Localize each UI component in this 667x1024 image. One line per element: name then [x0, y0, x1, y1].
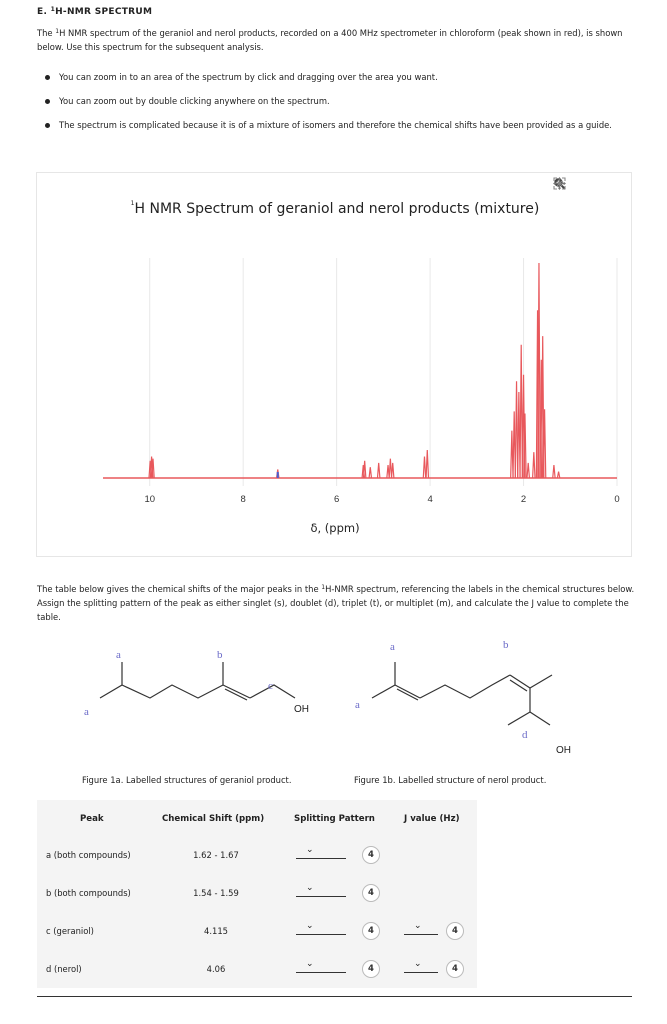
nmr-spectrum-plot[interactable] [36, 172, 632, 557]
hydroxyl-label: OH [294, 704, 309, 715]
j-value-dropdown[interactable] [404, 959, 438, 973]
table-row-shift: 4.115 [204, 926, 228, 936]
spectrum-peak [553, 465, 555, 478]
spectrum-peak [527, 463, 529, 478]
chevron-down-icon: ⌄ [306, 921, 314, 931]
table-instructions: The table below gives the chemical shifts of the major peaks in the $^1$H-NMR spectrum, referencing the labels in the chemical structures below. Assign the splitting pattern of the peak as either singlet (s), doublet (d), triplet (t), or multiplet (m), and calculate the J value to complete the table. [37, 584, 635, 622]
geraniol-structure [100, 662, 295, 700]
table-row-peak: b (both compounds) [46, 888, 131, 898]
attempts-badge: 4 [362, 922, 380, 940]
label-a: a [390, 641, 395, 653]
spectrum-peak [392, 463, 394, 478]
attempts-badge: 4 [446, 922, 464, 940]
label-b: b [503, 640, 509, 651]
chevron-down-icon: ⌄ [414, 921, 422, 931]
instruction-item: The spectrum is complicated because it is of a mixture of isomers and therefore the chemical shifts have been provided as a guide. [37, 118, 637, 132]
intro-paragraph: The $^1$H NMR spectrum of the geraniol and nerol products, recorded on a 400 MHz spectrometer in chloroform (peak shown in red), is shown below. Use this spectrum for the subsequent analysis. [37, 28, 623, 52]
nerol-structure [372, 662, 552, 725]
x-tick-label: 8 [240, 494, 246, 505]
j-value-dropdown[interactable] [404, 921, 438, 935]
table-row-peak: a (both compounds) [46, 850, 131, 860]
splitting-dropdown[interactable] [296, 921, 346, 935]
plot-title: $^1$H NMR Spectrum of geraniol and nerol products (mixture) [130, 200, 540, 217]
spectrum-peak [423, 457, 425, 479]
label-c: c [268, 680, 273, 692]
table-row-shift: 1.54 - 1.59 [193, 888, 239, 898]
spectrum-chart[interactable] [37, 173, 633, 558]
chevron-down-icon: ⌄ [414, 959, 422, 969]
table-row-shift: 4.06 [206, 964, 226, 974]
instruction-item: You can zoom out by double clicking anywhere on the spectrum. [37, 94, 637, 108]
x-tick-label: 6 [333, 494, 340, 505]
chevron-down-icon: ⌄ [306, 845, 314, 855]
header-splitting: Splitting Pattern [294, 814, 375, 824]
chevron-down-icon: ⌄ [306, 959, 314, 969]
attempts-badge: 4 [362, 884, 380, 902]
spectrum-peak [377, 463, 379, 478]
header-j-value: J value (Hz) [404, 814, 460, 824]
x-tick-label: 2 [520, 494, 527, 505]
attempts-badge: 4 [362, 846, 380, 864]
label-a: a [116, 649, 121, 661]
label-d: d [522, 729, 528, 741]
table-row-shift: 1.62 - 1.67 [193, 850, 239, 860]
splitting-dropdown[interactable] [296, 959, 346, 973]
header-shift: Chemical Shift (ppm) [162, 814, 265, 824]
hydroxyl-label: OH [556, 745, 571, 756]
instruction-list [37, 70, 637, 142]
spectrum-peak [426, 450, 428, 478]
table-row-peak: d (nerol) [46, 964, 82, 974]
x-axis-label: δ, (ppm) [310, 521, 360, 535]
x-tick-label: 0 [614, 494, 620, 505]
x-tick-label: 4 [427, 494, 433, 505]
spectrum-peak [369, 467, 371, 478]
spectrum-peak [557, 472, 559, 478]
attempts-badge: 4 [446, 960, 464, 978]
divider [37, 996, 632, 997]
label-b: b [217, 649, 223, 661]
table-row-peak: c (geraniol) [46, 926, 94, 936]
instruction-item: You can zoom in to an area of the spectrum by click and dragging over the area you want. [37, 70, 637, 84]
splitting-dropdown[interactable] [296, 845, 346, 859]
section-title: E. $^1$H-NMR SPECTRUM [37, 6, 153, 17]
header-peak: Peak [80, 814, 104, 824]
geraniol-caption: Figure 1a. Labelled structures of geraniol product. [82, 775, 292, 785]
x-tick-label: 10 [144, 494, 156, 505]
nerol-caption: Figure 1b. Labelled structure of nerol product. [354, 775, 547, 785]
spectrum-peak [533, 452, 535, 478]
label-a: a [84, 706, 89, 718]
label-a: a [355, 699, 360, 711]
attempts-badge: 4 [362, 960, 380, 978]
splitting-dropdown[interactable] [296, 883, 346, 897]
chemical-structures [60, 640, 620, 770]
chevron-down-icon: ⌄ [306, 883, 314, 893]
